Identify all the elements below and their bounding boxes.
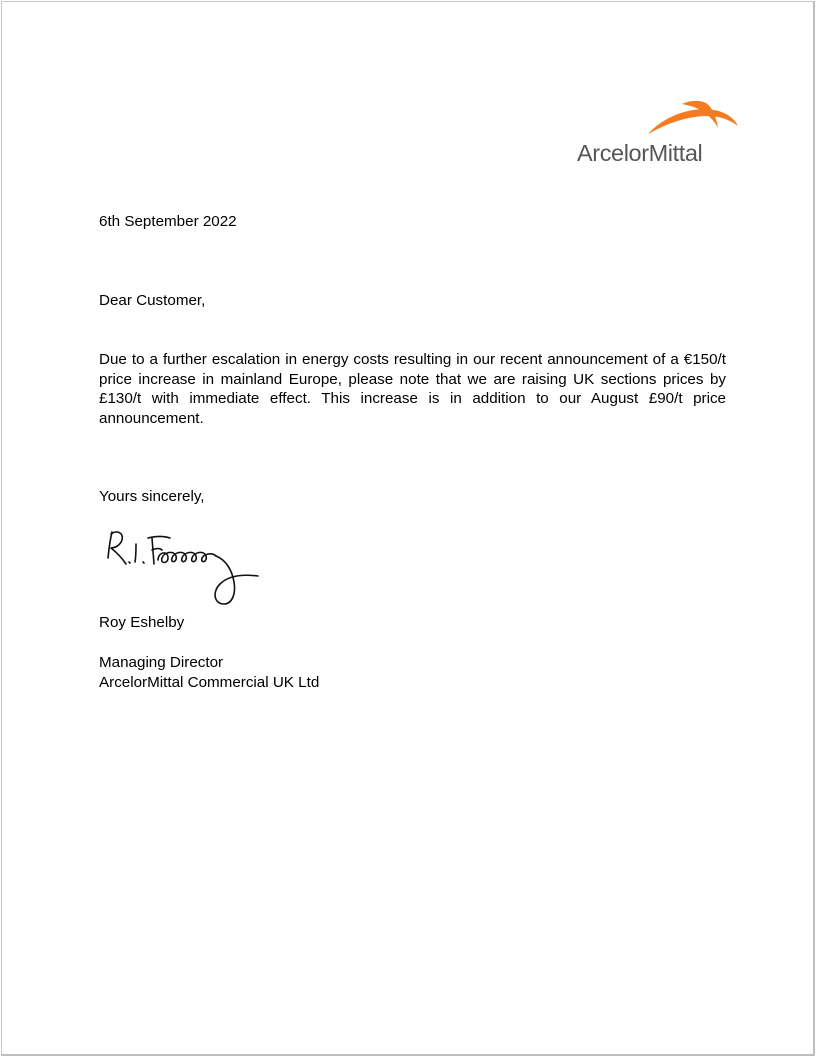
signatory-title: Managing Director xyxy=(99,654,224,671)
signatory-name: Roy Eshelby xyxy=(99,614,185,631)
salutation: Dear Customer, xyxy=(99,292,206,309)
handwritten-signature xyxy=(102,526,262,608)
logo-wordmark: ArcelorMittal xyxy=(577,140,703,166)
logo-swoosh-icon xyxy=(574,98,744,142)
letter-page xyxy=(1,1,815,1056)
signatory-company: ArcelorMittal Commercial UK Ltd xyxy=(99,674,320,691)
letter-body: Due to a further escalation in energy costs resulting in our recent announcement of a €150/t price increase in mainland Europe, please note that we are raising UK sections prices by £130/t with immediate effect. This increase is in addition to our August £90/t price announcement. xyxy=(99,351,726,427)
closing: Yours sincerely, xyxy=(99,488,205,505)
arcelormittal-logo xyxy=(574,98,744,172)
letter-date: 6th September 2022 xyxy=(99,213,237,230)
